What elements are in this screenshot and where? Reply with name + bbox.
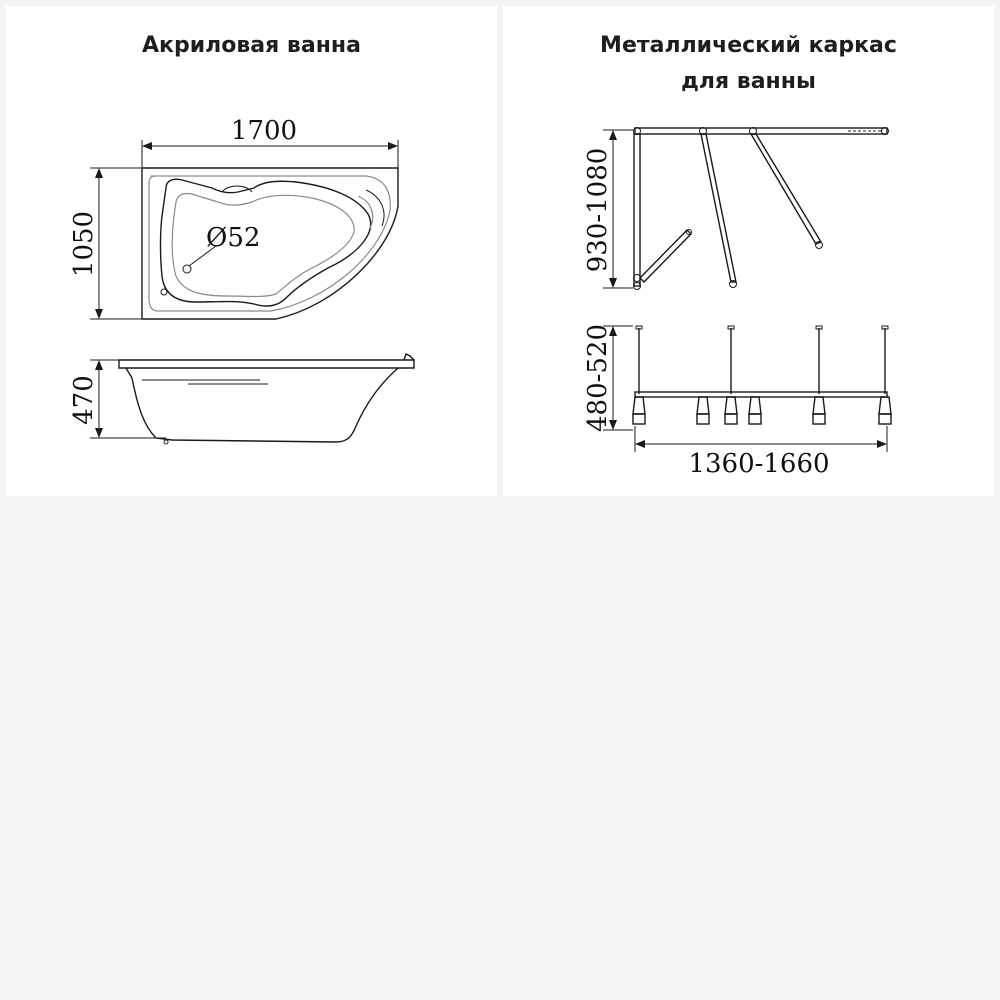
leg-1 [633,326,645,424]
title-line-2: для ванны [681,69,816,94]
length-label: 1700 [230,116,298,146]
length-dimension [142,116,398,168]
height-label: 470 [69,375,99,425]
leg-height-label: 480-520 [583,323,613,433]
panel-title: Акриловая ванна [142,33,361,58]
frame-height-label: 930-1080 [583,147,613,273]
frame-drawing [503,6,994,496]
leg-height-dimension [583,324,633,432]
bathtub-drawing [6,6,497,496]
frame-side-view [633,326,891,424]
leg-2 [725,326,737,424]
acrylic-bath-panel [6,6,497,496]
metal-frame-panel [503,6,994,496]
height-dimension [69,360,166,438]
bathtub-side-view [119,354,414,444]
frame-length-label: 1360-1660 [688,449,830,479]
bathtub-top-view [142,168,398,319]
frame-length-dimension [635,426,887,479]
width-label: 1050 [69,210,99,278]
leg-4 [879,326,891,424]
title-line-1: Металлический каркас [600,33,897,58]
drain-label: Ø52 [206,223,261,253]
leg-3 [813,326,825,424]
frame-top-view [634,128,889,290]
frame-height-dimension [583,130,633,288]
